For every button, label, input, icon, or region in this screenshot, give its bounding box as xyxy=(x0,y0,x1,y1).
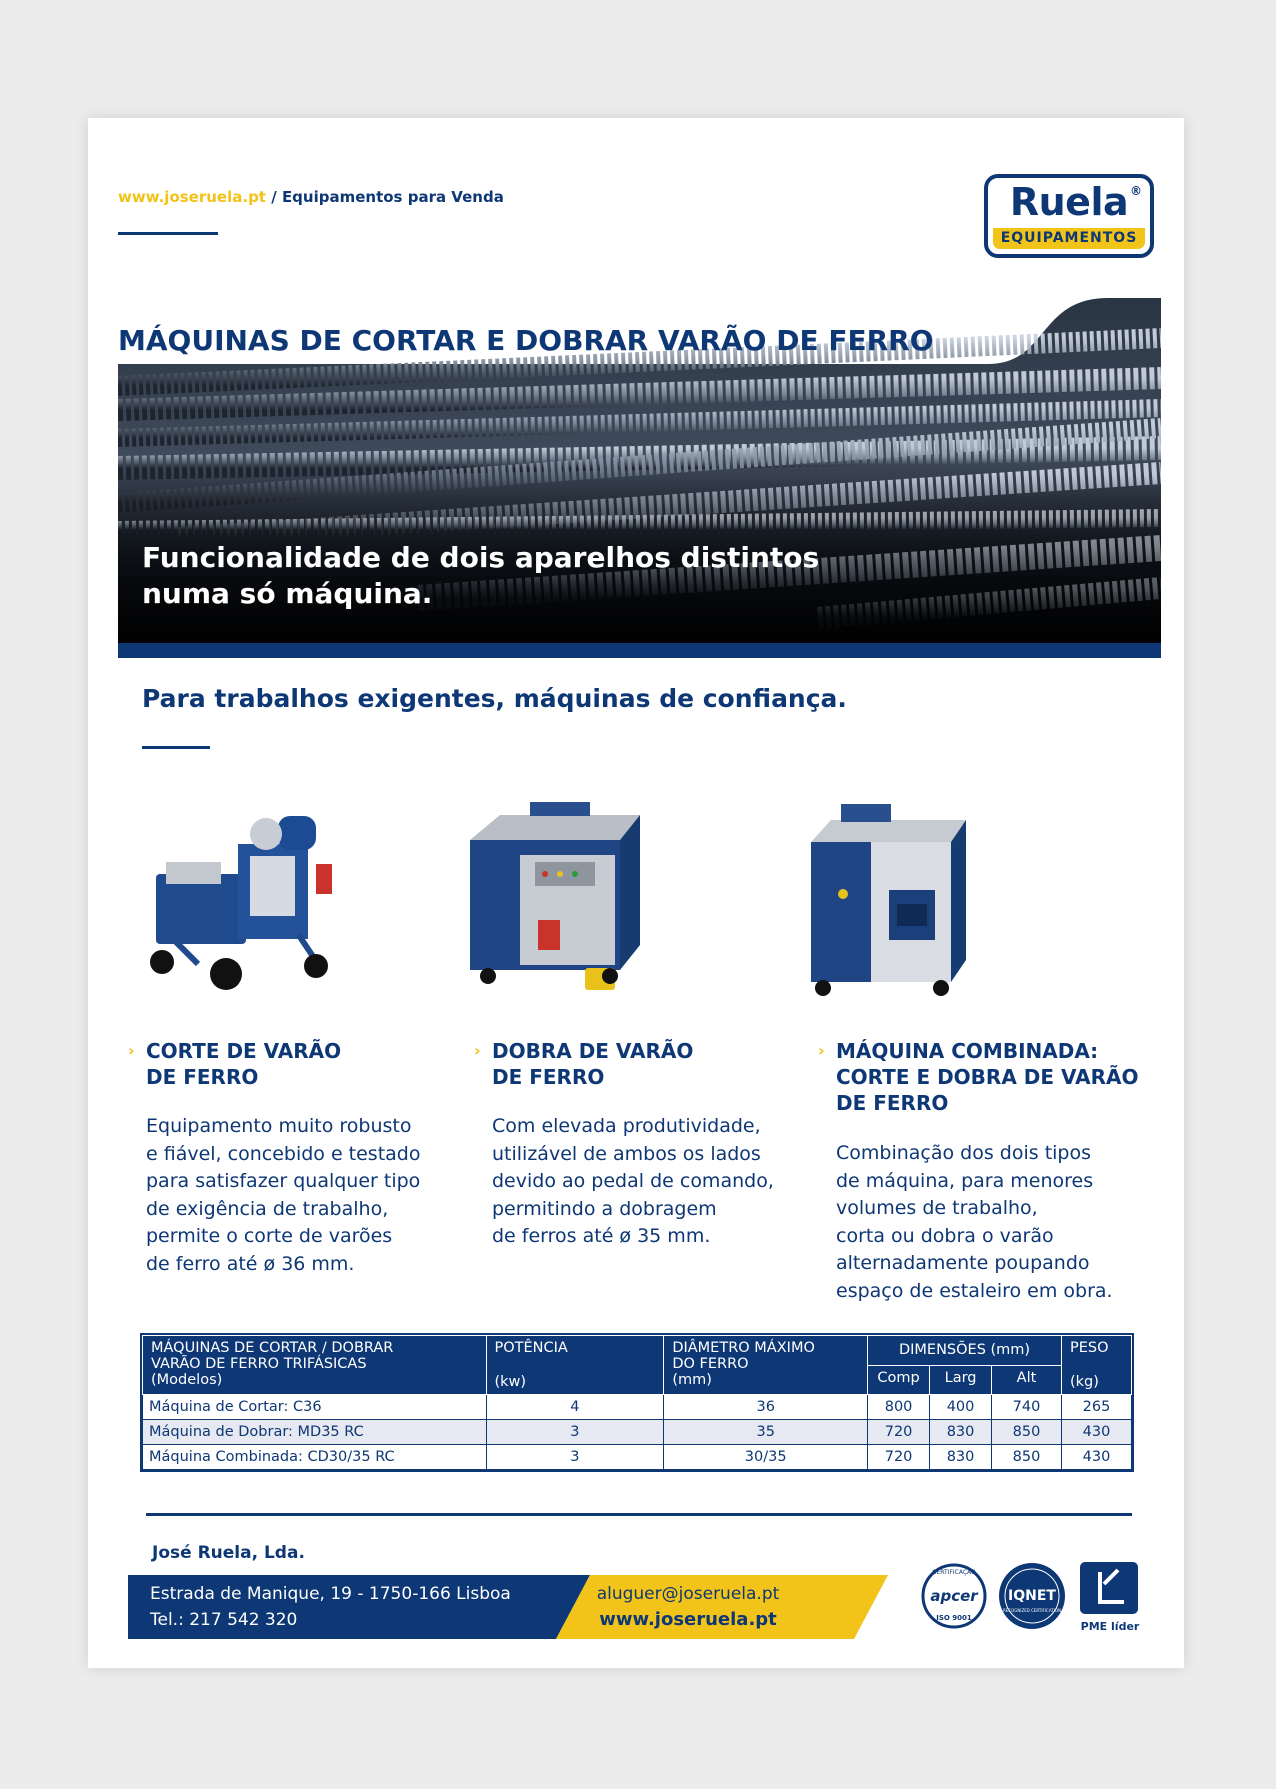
product-title-cutting: › CORTE DE VARÃO DE FERRO xyxy=(128,1039,342,1089)
specifications-table xyxy=(142,1335,1132,1470)
header-rule xyxy=(118,232,218,235)
col-header-power: POTÊNCIA (kw) xyxy=(486,1336,664,1395)
ruela-logo xyxy=(984,174,1154,258)
chevron-right-icon: › xyxy=(474,1041,481,1060)
pme-lider-badge xyxy=(1078,1562,1142,1638)
col-header-weight: PESO (kg) xyxy=(1061,1336,1131,1395)
breadcrumb-site-link[interactable]: www.joseruela.pt xyxy=(118,188,266,206)
breadcrumb-section: Equipamentos para Venda xyxy=(281,188,504,206)
chevron-right-icon: › xyxy=(818,1041,825,1060)
product-title-bending: › DOBRA DE VARÃO DE FERRO xyxy=(474,1039,694,1089)
table-row: Máquina de Dobrar: MD35 RC 3 35 720 830 850 430 xyxy=(143,1420,1132,1445)
tagline-line-2: numa só máquina. xyxy=(142,577,433,610)
table-header-row xyxy=(143,1336,1132,1366)
svg-text:ISO 9001: ISO 9001 xyxy=(936,1614,972,1622)
chevron-right-icon: › xyxy=(128,1041,135,1060)
svg-text:RECOGNIZED CERTIFICATION: RECOGNIZED CERTIFICATION xyxy=(1002,1608,1062,1613)
cutting-machine-image xyxy=(138,804,348,994)
product-title-combined: › MÁQUINA COMBINADA: CORTE E DOBRA DE VARÃO DE FERRO xyxy=(818,1039,1139,1115)
company-name: José Ruela, Lda. xyxy=(152,1543,305,1563)
website-link[interactable]: www.joseruela.pt xyxy=(599,1609,777,1630)
combined-machine-image xyxy=(801,802,981,1002)
col-header-diameter: DIÂMETRO MÁXIMO DO FERRO (mm) xyxy=(664,1336,868,1395)
product-description-combined: Combinação dos dois tipos de máquina, para menores volumes de trabalho, corta ou dobra o varão alternadamente poupando espaço de estaleiro em obra. xyxy=(836,1142,1113,1302)
address-line: Estrada de Manique, 19 - 1750-166 Lisboa xyxy=(150,1584,511,1604)
banner-tagline xyxy=(142,540,819,612)
breadcrumb xyxy=(118,188,504,206)
col-header-larg: Larg xyxy=(930,1365,992,1395)
logo-subtitle: EQUIPAMENTOS xyxy=(993,228,1145,249)
footer-rule xyxy=(146,1513,1132,1516)
product-description-bending: Com elevada produtividade, utilizável de ambos os lados devido ao pedal de comando, permitindo a dobragem de ferros até ø 35 mm. xyxy=(492,1115,774,1247)
breadcrumb-separator: / xyxy=(271,188,277,206)
table-row: Máquina de Cortar: C36 4 36 800 400 740 265 xyxy=(143,1395,1132,1420)
product-description-cutting: Equipamento muito robusto e fiável, concebido e testado para satisfazer qualquer tipo de exigência de trabalho, permite o corte de varões de ferro até ø 36 mm. xyxy=(146,1115,421,1275)
phone-line[interactable]: Tel.: 217 542 320 xyxy=(150,1610,298,1630)
svg-text:IQNET: IQNET xyxy=(1008,1588,1056,1604)
bending-machine-image xyxy=(460,800,650,1000)
table-row: Máquina Combinada: CD30/35 RC 3 30/35 720 830 850 430 xyxy=(143,1445,1132,1470)
banner-base-bar xyxy=(118,643,1161,658)
svg-text:CERTIFICAÇÃO: CERTIFICAÇÃO xyxy=(932,1569,976,1576)
col-header-dimensions: DIMENSÕES (mm) xyxy=(868,1336,1062,1366)
logo-registered-mark: ® xyxy=(1130,184,1142,198)
contact-block xyxy=(568,1581,808,1633)
address-block xyxy=(150,1581,511,1633)
tagline-line-1: Funcionalidade de dois aparelhos distintos xyxy=(142,541,820,574)
section-headline: Para trabalhos exigentes, máquinas de confiança. xyxy=(142,684,847,713)
svg-text:apcer: apcer xyxy=(930,1587,978,1605)
page-title: MÁQUINAS DE CORTAR E DOBRAR VARÃO DE FERRO xyxy=(118,324,934,357)
col-header-comp: Comp xyxy=(868,1365,930,1395)
page-sheet xyxy=(88,118,1184,1668)
svg-text:PME líder: PME líder xyxy=(1080,1620,1140,1633)
headline-rule xyxy=(142,746,210,749)
email-link[interactable]: aluguer@joseruela.pt xyxy=(596,1584,780,1604)
apcer-iso-badge xyxy=(920,1560,988,1640)
logo-name: Ruela xyxy=(1009,180,1129,224)
col-header-model: MÁQUINAS DE CORTAR / DOBRAR VARÃO DE FERRO TRIFÁSICAS (Modelos) xyxy=(143,1336,487,1395)
col-header-alt: Alt xyxy=(992,1365,1062,1395)
iqnet-badge xyxy=(998,1560,1066,1634)
